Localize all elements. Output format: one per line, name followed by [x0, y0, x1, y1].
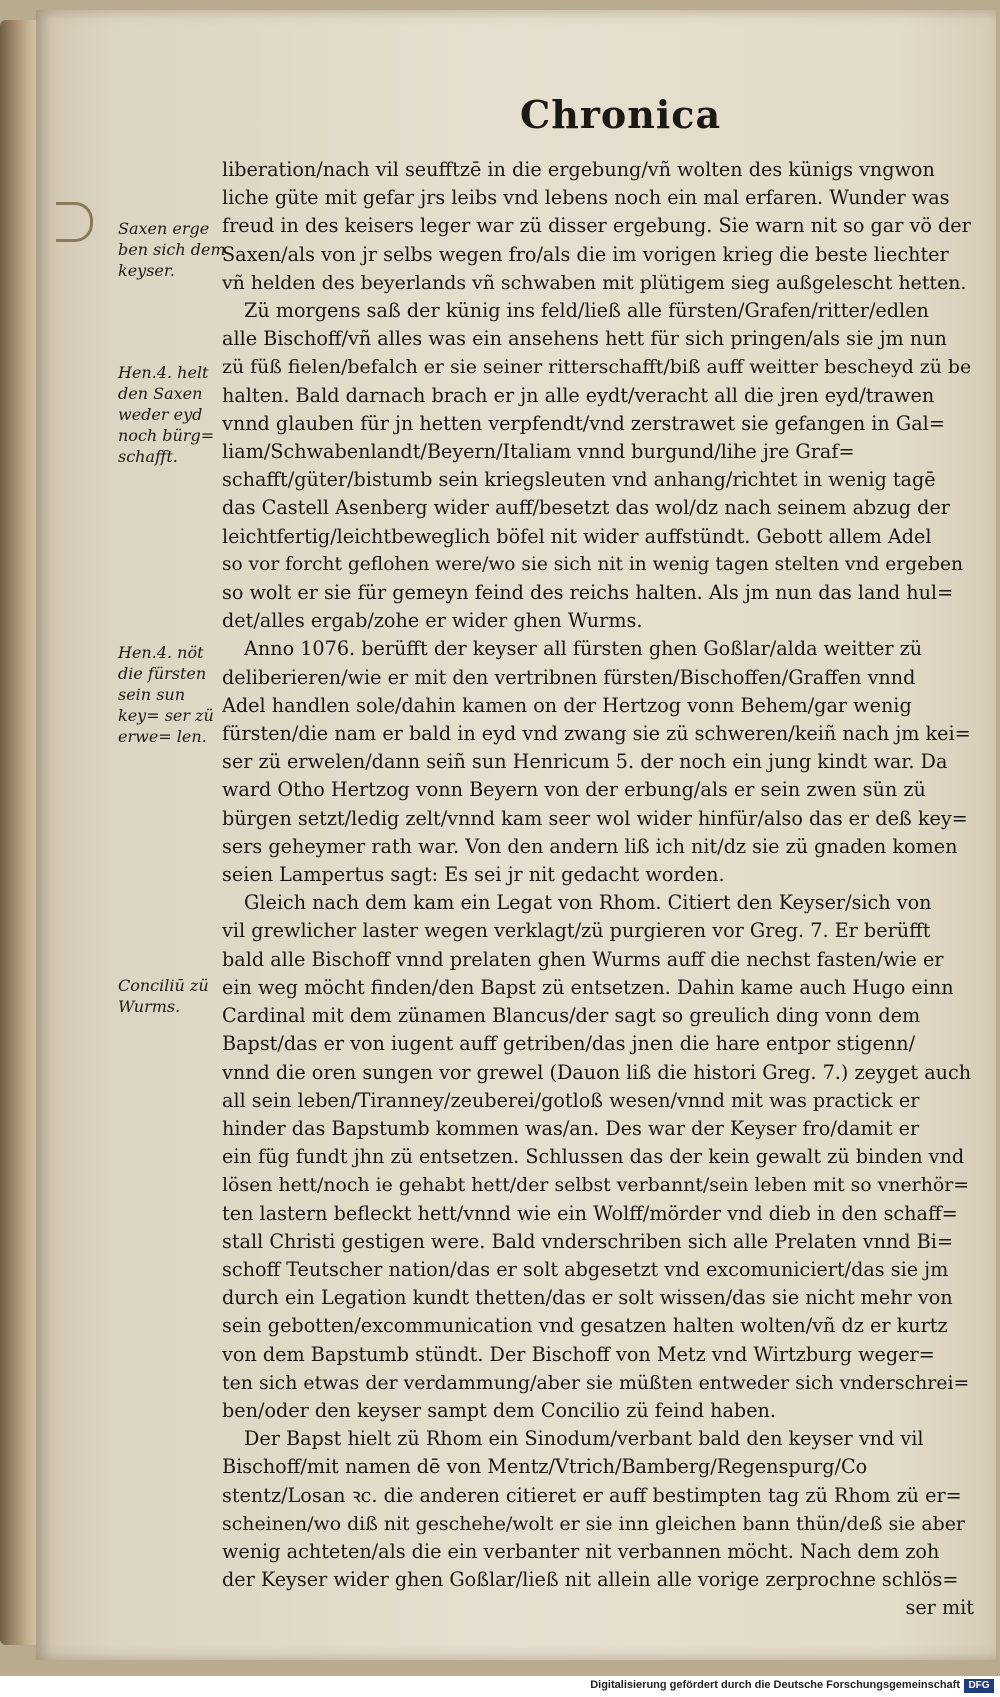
text-line: zü füß fielen/befalch er sie seiner ritterschafft/biß auff weitter bescheyd zü be	[222, 356, 972, 379]
text-line: leichtfertig/leichtbeweglich böfel nit wider auffstündt. Gebott allem Adel	[222, 524, 932, 548]
text-line: Bapst/das er von iugent auff getriben/das jnen die hare entpor stigenn/	[222, 1032, 916, 1056]
text-line: scheinen/wo diß nit geschehe/wolt er sie inn gleichen bann thün/deß sie aber	[222, 1512, 965, 1535]
text-line: ten lastern befleckt hett/vnnd wie ein Wolff/mörder vnd dieb in den schaff=	[222, 1201, 958, 1225]
text-line: ten sich etwas der verdammung/aber sie müßten entweder sich vnderschrei=	[222, 1371, 970, 1394]
text-line: vnnd glauben für jn hetten verpfendt/vnd zerstrawet sie gefangen in Gal=	[222, 411, 945, 435]
text-line: so wolt er sie für gemeyn feind des reichs halten. Als jm nun das land hul=	[222, 581, 954, 605]
text-line: bald alle Bischoff vnnd prelaten ghen Wurms auff die nechst fasten/wie er	[222, 947, 944, 971]
text-line: liberation/nach vil seufftzē in die ergebung/vñ wolten des künigs vngwon	[222, 158, 935, 181]
margin-note-1: Saxen erge ben sich dem keyser.	[118, 219, 226, 280]
text-line: ein füg fundt jhn zü entsetzen. Schlussen das der kein gewalt zü binden vnd	[222, 1145, 965, 1169]
text-line: vil grewlicher laster wegen verklagt/zü purgieren vor Greg. 7. Er berüfft	[222, 919, 931, 943]
text-line: ein weg möcht finden/den Bapst zü entsetzen. Dahin kame auch Hugo einn	[222, 975, 954, 999]
text-line: stentz/Losan ꝛc. die anderen citieret er auff bestimpten tag zü Rhom zü er=	[222, 1483, 962, 1507]
text-line: deliberieren/wie er mit den vertribnen fürsten/Bischoffen/Graffen vnnd	[222, 665, 916, 689]
text-line: durch ein Legation kundt thetten/das er solt wissen/das sie nicht mehr von	[222, 1286, 953, 1310]
text-line: Cardinal mit dem zünamen Blancus/der sagt so greulich ding vonn dem	[222, 1004, 921, 1028]
margin-note-3: Hen.4. nöt die fürsten sein sun key= ser zü erwe= len.	[118, 643, 214, 746]
text-line: Zü morgens saß der künig ins feld/ließ alle fürsten/Grafen/ritter/edlen	[244, 299, 929, 323]
bookmark-ribbon	[56, 202, 93, 242]
text-line: alle Bischoff/vñ alles was ein ansehens hett für sich pringen/als sie jm nun	[222, 327, 947, 351]
margin-note-2: Hen.4. helt den Saxen weder eyd noch bürg= schafft.	[118, 363, 215, 466]
text-line: ben/oder den keyser sampt dem Concilio zü feind haben.	[222, 1398, 777, 1422]
text-line: all sein leben/Tiranney/zeuberei/gotloß wesen/vnnd mit was practick er	[222, 1088, 920, 1112]
book-page-edge	[0, 20, 40, 1645]
text-line: ser mit	[905, 1596, 974, 1620]
text-line: liche güte mit gefar jrs leibs vnd lebens noch ein mal erfaren. Wunder was	[222, 186, 950, 210]
text-line: Gleich nach dem kam ein Legat von Rhom. Citiert den Keyser/sich von	[244, 891, 932, 915]
text-line: der Keyser wider ghen Goßlar/ließ nit allein alle vorige zerprochne schlös=	[222, 1568, 959, 1592]
margin-note-4: Conciliū zü Wurms.	[118, 976, 209, 1016]
text-line: stall Christi gestigen were. Bald vnderschriben sich alle Prelaten vnnd Bi=	[222, 1229, 953, 1253]
text-line: sein gebotten/excommunication vnd gesatzen halten wolten/vñ dz er kurtz	[222, 1314, 948, 1338]
text-line: Der Bapst hielt zü Rhom ein Sinodum/verbant bald den keyser vnd vil	[244, 1427, 924, 1451]
text-line: von dem Bapstumb stündt. Der Bischoff von Metz vnd Wirtzburg weger=	[222, 1342, 935, 1366]
text-line: wenig achteten/als die ein verbanter nit verbannen möcht. Nach dem zoh	[222, 1539, 940, 1563]
text-line: schafft/güter/bistumb sein kriegsleuten vnd anhang/richtet in wenig tagē	[222, 468, 936, 492]
text-line: liam/Schwabenlandt/Beyern/Italiam vnnd burgund/lihe jre Graf=	[222, 440, 855, 464]
text-line: so vor forcht geflohen were/wo sie sich nit in wenig tagen stelten vnd ergeben	[222, 553, 963, 575]
text-line: schoff Teutscher nation/das er solt abgesetzt vnd excomuniciert/das sie jm	[222, 1257, 949, 1281]
text-line: ser zü erwelen/dann seiñ sun Henricum 5. der noch ein jung kindt war. Da	[222, 750, 948, 774]
text-line: Adel handlen sole/dahin kamen on der Hertzog vonn Behem/gar wenig	[222, 693, 912, 717]
text-line: ward Otho Hertzog vonn Beyern von der erbung/als er sein zwen sün zü	[222, 778, 926, 802]
text-line: das Castell Asenberg wider auff/besetzt das wol/dz nach seinem abzug der	[222, 496, 950, 520]
text-line: Anno 1076. berüfft der keyser all fürsten ghen Goßlar/alda weitter zü	[244, 637, 923, 661]
text-line: vnnd die oren sungen vor grewel (Dauon liß die histori Greg. 7.) zeyget auch	[222, 1060, 972, 1084]
text-line: Saxen/als von jr selbs wegen fro/als die im vorigen krieg die beste liechter	[222, 242, 949, 266]
text-line: seien Lampertus sagt: Es sei jr nit gedacht worden.	[222, 863, 725, 887]
text-line: sers geheymer rath war. Von den andern liß ich nit/dz sie zü gnaden komen	[222, 834, 958, 858]
text-line: det/alles ergab/zohe er wider ghen Wurms.	[222, 609, 643, 633]
footer-bar	[0, 1676, 1000, 1697]
running-header: Chronica	[520, 92, 722, 137]
text-line: halten. Bald darnach brach er jn alle eydt/veracht all die jren eyd/trawen	[222, 383, 935, 407]
body-text	[222, 156, 974, 1623]
text-line: fürsten/die nam er bald in eyd vnd zwang sie zü schweren/keiñ nach jm kei=	[222, 722, 971, 746]
dfg-logo: DFG	[964, 1679, 994, 1693]
text-line: bürgen setzt/ledig zelt/vnnd kam seer wol wider hinfür/also das er deß key=	[222, 806, 968, 830]
text-line: Bischoff/mit namen dē von Mentz/Vtrich/Bamberg/Regenspurg/Co	[222, 1455, 868, 1479]
footer-credit: Digitalisierung gefördert durch die Deutsche Forschungsgemeinschaft	[590, 1679, 960, 1691]
text-line: freud in des keisers leger war zü disser ergebung. Sie warn nit so gar vö der	[222, 214, 971, 238]
text-line: vñ helden des beyerlands vñ schwaben mit plütigem sieg außgelescht hetten.	[222, 271, 967, 294]
text-line: lösen hett/noch ie gehabt hett/der selbst verbannt/sein leben mit so vnerhör=	[222, 1174, 970, 1197]
text-line: hinder das Bapstumb kommen was/an. Des war der Keyser fro/damit er	[222, 1116, 920, 1140]
